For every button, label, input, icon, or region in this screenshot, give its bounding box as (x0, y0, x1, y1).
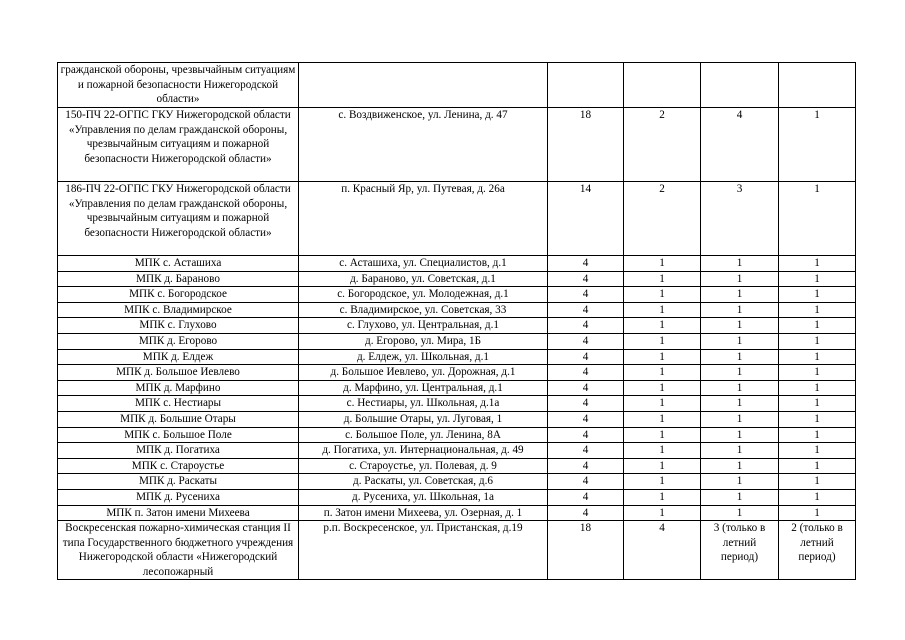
unit-name-cell: МПК д. Марфино (58, 380, 299, 396)
value-cell: 1 (624, 365, 701, 381)
table-row (58, 396, 856, 412)
value-cell: 1 (624, 287, 701, 303)
value-cell: 1 (624, 380, 701, 396)
unit-name-cell: 150-ПЧ 22-ОГПС ГКУ Нижегородской области «Управления по делам гражданской обороны, чрезвычайным ситуациям и пожарной безопасности Нижегородской области» (58, 108, 299, 182)
table-row (58, 63, 856, 108)
unit-name-cell: МПК д. Погатиха (58, 443, 299, 459)
value-cell: 1 (624, 318, 701, 334)
unit-name-cell: МПК с. Большое Поле (58, 427, 299, 443)
value-cell: 1 (624, 349, 701, 365)
unit-name-cell: 186-ПЧ 22-ОГПС ГКУ Нижегородской области «Управления по делам гражданской обороны, чрезвычайным ситуациям и пожарной безопасности Нижегородской области» (58, 182, 299, 256)
address-cell: с. Асташиха, ул. Специалистов, д.1 (299, 256, 548, 272)
value-cell: 1 (701, 505, 779, 521)
fire-units-table (57, 62, 856, 580)
address-cell: д. Раскаты, ул. Советская, д.6 (299, 474, 548, 490)
value-cell: 1 (779, 318, 856, 334)
table-row (58, 333, 856, 349)
address-cell: д. Погатиха, ул. Интернациональная, д. 49 (299, 443, 548, 459)
value-cell: 1 (779, 396, 856, 412)
address-cell: д. Елдеж, ул. Школьная, д.1 (299, 349, 548, 365)
value-cell: 1 (779, 349, 856, 365)
value-cell: 1 (779, 380, 856, 396)
value-cell: 1 (701, 333, 779, 349)
address-cell: д. Большое Иевлево, ул. Дорожная, д.1 (299, 365, 548, 381)
table-row (58, 505, 856, 521)
value-cell: 1 (624, 396, 701, 412)
unit-name-cell: МПК д. Елдеж (58, 349, 299, 365)
unit-name-cell: МПК д. Раскаты (58, 474, 299, 490)
address-cell: с. Воздвиженское, ул. Ленина, д. 47 (299, 108, 548, 182)
value-cell: 1 (779, 256, 856, 272)
value-cell (548, 63, 624, 108)
value-cell: 3 (только в летний период) (701, 521, 779, 580)
value-cell: 1 (701, 396, 779, 412)
table-row (58, 349, 856, 365)
unit-name-cell: МПК п. Затон имени Михеева (58, 505, 299, 521)
unit-name-cell: Воскресенская пожарно-химическая станция II типа Государственного бюджетного учреждения Нижегородской области «Нижегородский лесопожарный (58, 521, 299, 580)
value-cell: 4 (624, 521, 701, 580)
value-cell: 1 (624, 489, 701, 505)
value-cell: 1 (624, 411, 701, 427)
address-cell: д. Бараново, ул. Советская, д.1 (299, 271, 548, 287)
address-cell: с. Староустье, ул. Полевая, д. 9 (299, 458, 548, 474)
value-cell: 1 (779, 443, 856, 459)
value-cell: 1 (779, 365, 856, 381)
address-cell: п. Затон имени Михеева, ул. Озерная, д. 1 (299, 505, 548, 521)
table-row (58, 287, 856, 303)
unit-name-cell: МПК с. Асташиха (58, 256, 299, 272)
unit-name-cell: МПК д. Большое Иевлево (58, 365, 299, 381)
unit-name-cell: МПК д. Большие Отары (58, 411, 299, 427)
value-cell: 4 (548, 380, 624, 396)
table-row (58, 521, 856, 580)
address-cell: с. Глухово, ул. Центральная, д.1 (299, 318, 548, 334)
value-cell: 14 (548, 182, 624, 256)
address-cell (299, 63, 548, 108)
value-cell: 1 (701, 287, 779, 303)
table-row (58, 443, 856, 459)
value-cell: 3 (701, 182, 779, 256)
table-row (58, 302, 856, 318)
value-cell: 1 (701, 271, 779, 287)
address-cell: д. Егорово, ул. Мира, 1Б (299, 333, 548, 349)
value-cell: 1 (701, 256, 779, 272)
value-cell: 4 (548, 302, 624, 318)
value-cell: 1 (779, 287, 856, 303)
value-cell: 1 (701, 349, 779, 365)
value-cell (624, 63, 701, 108)
value-cell: 4 (548, 505, 624, 521)
value-cell: 1 (779, 302, 856, 318)
table-row (58, 108, 856, 182)
value-cell: 1 (624, 302, 701, 318)
unit-name-cell: МПК с. Нестиары (58, 396, 299, 412)
value-cell: 1 (779, 411, 856, 427)
table-row (58, 427, 856, 443)
value-cell: 4 (548, 365, 624, 381)
value-cell: 1 (701, 458, 779, 474)
address-cell: с. Богородское, ул. Молодежная, д.1 (299, 287, 548, 303)
unit-name-cell: МПК с. Владимирское (58, 302, 299, 318)
address-cell: р.п. Воскресенское, ул. Пристанская, д.19 (299, 521, 548, 580)
value-cell: 1 (779, 108, 856, 182)
value-cell: 2 (624, 182, 701, 256)
value-cell: 4 (548, 411, 624, 427)
address-cell: с. Большое Поле, ул. Ленина, 8А (299, 427, 548, 443)
value-cell (779, 63, 856, 108)
unit-name-cell: МПК с. Староустье (58, 458, 299, 474)
table-row (58, 380, 856, 396)
value-cell: 4 (548, 318, 624, 334)
value-cell: 1 (624, 505, 701, 521)
value-cell: 1 (624, 443, 701, 459)
value-cell: 4 (548, 396, 624, 412)
value-cell (701, 63, 779, 108)
value-cell: 1 (701, 443, 779, 459)
value-cell: 4 (548, 349, 624, 365)
value-cell: 1 (779, 182, 856, 256)
table-row (58, 256, 856, 272)
address-cell: д. Марфино, ул. Центральная, д.1 (299, 380, 548, 396)
unit-name-cell: МПК д. Бараново (58, 271, 299, 287)
table-row (58, 271, 856, 287)
value-cell: 2 (только в летний период) (779, 521, 856, 580)
value-cell: 1 (624, 458, 701, 474)
table-row (58, 489, 856, 505)
value-cell: 1 (779, 427, 856, 443)
value-cell: 2 (624, 108, 701, 182)
unit-name-cell: МПК с. Богородское (58, 287, 299, 303)
address-cell: с. Владимирское, ул. Советская, 33 (299, 302, 548, 318)
value-cell: 4 (548, 474, 624, 490)
value-cell: 1 (779, 489, 856, 505)
address-cell: д. Большие Отары, ул. Луговая, 1 (299, 411, 548, 427)
unit-name-cell: МПК д. Русениха (58, 489, 299, 505)
value-cell: 4 (548, 256, 624, 272)
value-cell: 1 (701, 380, 779, 396)
table-row (58, 458, 856, 474)
value-cell: 4 (548, 427, 624, 443)
value-cell: 1 (701, 318, 779, 334)
value-cell: 4 (548, 443, 624, 459)
value-cell: 1 (701, 427, 779, 443)
value-cell: 1 (624, 427, 701, 443)
value-cell: 4 (548, 271, 624, 287)
value-cell: 4 (548, 489, 624, 505)
value-cell: 1 (779, 333, 856, 349)
address-cell: п. Красный Яр, ул. Путевая, д. 26а (299, 182, 548, 256)
table-row (58, 365, 856, 381)
value-cell: 4 (548, 333, 624, 349)
value-cell: 1 (701, 302, 779, 318)
value-cell: 1 (701, 365, 779, 381)
value-cell: 1 (624, 271, 701, 287)
table-row (58, 474, 856, 490)
value-cell: 1 (624, 333, 701, 349)
value-cell: 1 (624, 474, 701, 490)
value-cell: 1 (701, 489, 779, 505)
address-cell: д. Русениха, ул. Школьная, 1а (299, 489, 548, 505)
table-row (58, 318, 856, 334)
value-cell: 1 (779, 474, 856, 490)
value-cell: 1 (701, 411, 779, 427)
unit-name-cell: МПК д. Егорово (58, 333, 299, 349)
address-cell: с. Нестиары, ул. Школьная, д.1а (299, 396, 548, 412)
unit-name-cell: гражданской обороны, чрезвычайным ситуациям и пожарной безопасности Нижегородской области» (58, 63, 299, 108)
value-cell: 18 (548, 108, 624, 182)
value-cell: 1 (701, 474, 779, 490)
unit-name-cell: МПК с. Глухово (58, 318, 299, 334)
value-cell: 1 (624, 256, 701, 272)
value-cell: 4 (548, 287, 624, 303)
value-cell: 1 (779, 271, 856, 287)
value-cell: 4 (701, 108, 779, 182)
value-cell: 1 (779, 458, 856, 474)
table-row (58, 182, 856, 256)
table-row (58, 411, 856, 427)
value-cell: 18 (548, 521, 624, 580)
value-cell: 1 (779, 505, 856, 521)
value-cell: 4 (548, 458, 624, 474)
